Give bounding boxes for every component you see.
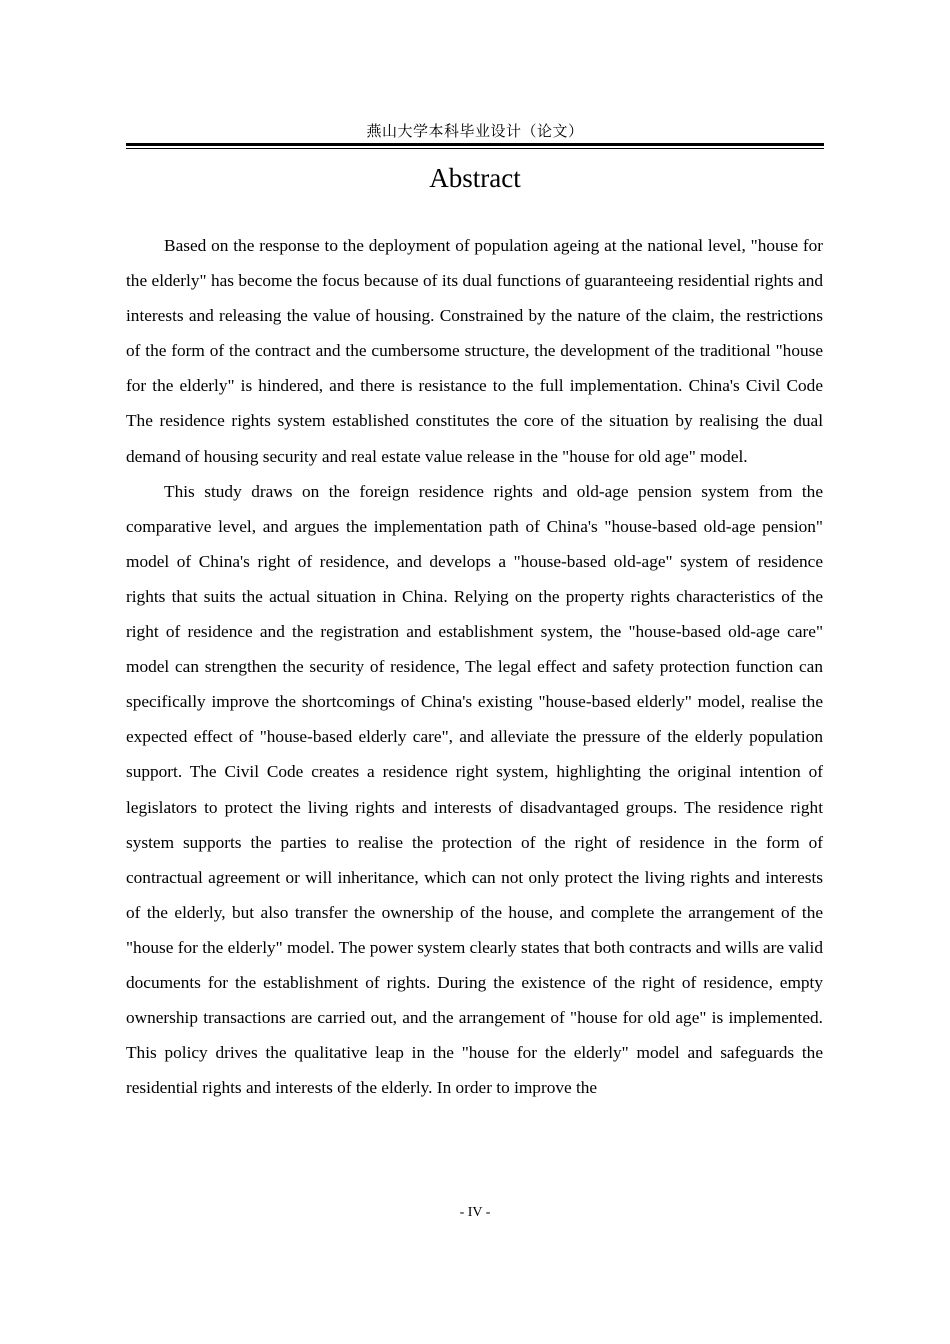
running-header: 燕山大学本科毕业设计（论文） [366, 122, 584, 140]
abstract-body [126, 228, 823, 1105]
header-rule-thin [126, 148, 824, 149]
abstract-paragraph-1: Based on the response to the deployment of population ageing at the national level, "house for the elderly" has become the focus because of its dual functions of guaranteeing residential rights and interests and releasing the value of housing. Constrained by the nature of the claim, the restrictions of the form of the contract and the cumbersome structure, the development of the traditional "house for the elderly" is hindered, and there is resistance to the full implementation. China's Civil Code The residence rights system established constitutes the core of the situation by realising the dual demand of housing security and real estate value release in the "house for old age" model. [126, 236, 823, 466]
page-number: - IV - [459, 1205, 491, 1220]
page-title: Abstract [429, 163, 521, 193]
abstract-paragraph-2: This study draws on the foreign residence rights and old-age pension system from the comparative level, and argues the implementation path of China's "house-based old-age pension" model of China's right of residence, and develops a "house-based old-age" system of residence rights that suits the actual situation in China. Relying on the property rights characteristics of the right of residence and the registration and establishment system, the "house-based old-age care" model can strengthen the security of residence, The legal effect and safety protection function can specifically improve the shortcomings of China's existing "house-based elderly" model, realise the expected effect of "house-based elderly care", and alleviate the pressure of the elderly population support. The Civil Code creates a residence right system, highlighting the original intention of legislators to protect the living rights and interests of disadvantaged groups. The residence right system supports the parties to realise the protection of the right of residence in the form of contractual agreement or will inheritance, which can not only protect the living rights and interests of the elderly, but also transfer the ownership of the house, and complete the arrangement of the "house for the elderly" model. The power system clearly states that both contracts and wills are valid documents for the establishment of rights. During the existence of the right of residence, empty ownership transactions are carried out, and the arrangement of "house for old age" is implemented. This policy drives the qualitative leap in the "house for the elderly" model and safeguards the residential rights and interests of the elderly. In order to improve the [126, 481, 823, 1098]
header-rule-thick [126, 143, 824, 146]
